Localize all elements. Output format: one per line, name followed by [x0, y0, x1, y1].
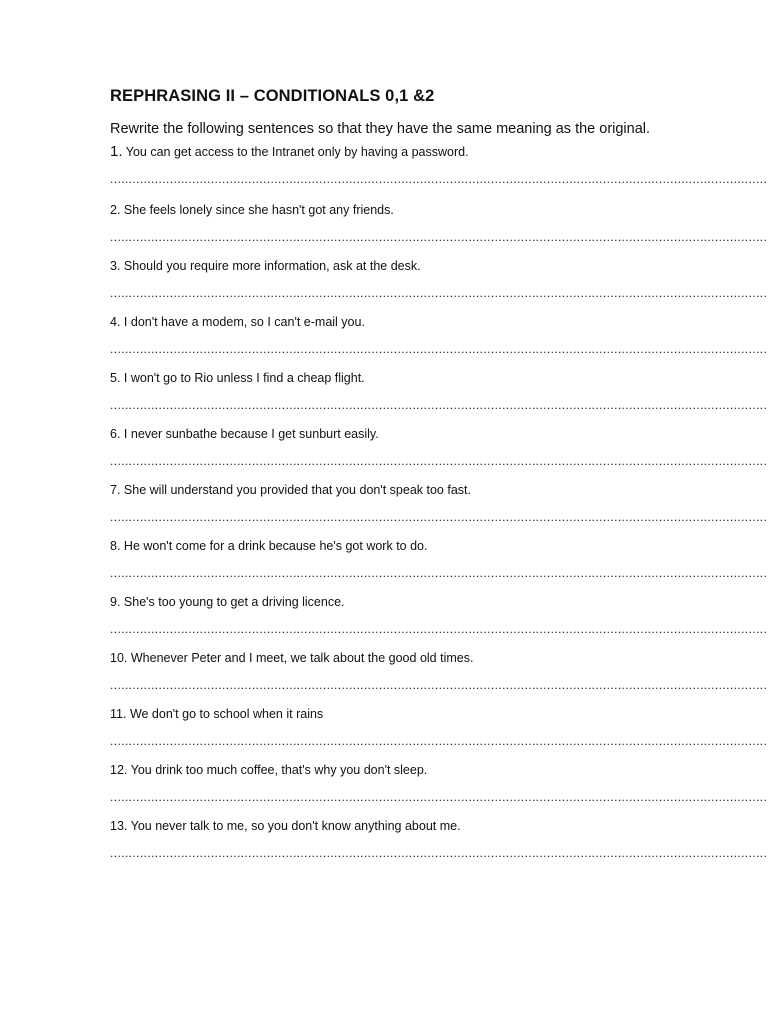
exercise-item [110, 313, 768, 357]
answer-line[interactable]: ................................................................................................................................................................................ [110, 230, 768, 244]
exercise-number: 8. [110, 539, 121, 553]
answer-line[interactable]: ................................................................................................................................................................................ [110, 510, 768, 524]
exercise-prompt [110, 481, 658, 499]
exercise-prompt [110, 705, 658, 723]
exercise-text: Should you require more information, ask at the desk. [123, 259, 421, 273]
exercise-number: 9. [110, 595, 121, 609]
exercise-prompt [110, 593, 658, 611]
exercise-item [110, 593, 768, 637]
answer-line[interactable]: ................................................................................................................................................................................ [110, 846, 768, 860]
exercise-text: You can get access to the Intranet only by having a password. [125, 145, 469, 159]
exercise-number: 1. [110, 143, 123, 160]
exercise-item [110, 761, 768, 805]
worksheet [110, 86, 768, 861]
exercise-prompt [110, 761, 658, 779]
answer-line[interactable]: ................................................................................................................................................................................ [110, 286, 768, 300]
answer-line[interactable]: ................................................................................................................................................................................ [110, 398, 768, 412]
exercise-prompt [110, 649, 658, 667]
instructions: Rewrite the following sentences so that they have the same meaning as the original. [110, 121, 651, 137]
exercise-number: 3. [110, 259, 121, 273]
exercise-item [110, 257, 768, 301]
exercise-item [110, 201, 768, 245]
answer-line[interactable]: ................................................................................................................................................................................ [110, 172, 768, 186]
exercise-prompt [110, 425, 658, 443]
exercise-number: 13. [110, 819, 128, 833]
exercise-number: 5. [110, 371, 121, 385]
exercise-text: You never talk to me, so you don't know anything about me. [130, 819, 461, 833]
exercise-prompt [110, 201, 658, 219]
exercise-text: You drink too much coffee, that's why you don't sleep. [130, 763, 428, 777]
exercise-item [110, 537, 768, 581]
exercise-item [110, 705, 768, 749]
exercise-text: He won't come for a drink because he's got work to do. [123, 539, 428, 553]
answer-line[interactable]: ................................................................................................................................................................................ [110, 454, 768, 468]
answer-line[interactable]: ................................................................................................................................................................................ [110, 734, 768, 748]
worksheet-title: REPHRASING II – CONDITIONALS 0,1 &2 [110, 87, 435, 105]
exercise-prompt [110, 313, 658, 331]
exercise-prompt [110, 143, 658, 161]
exercise-item [110, 817, 768, 861]
exercise-text: I never sunbathe because I get sunburt easily. [123, 427, 379, 441]
answer-line[interactable]: ................................................................................................................................................................................ [110, 622, 768, 636]
answer-line[interactable]: ................................................................................................................................................................................ [110, 342, 768, 356]
exercise-text: She feels lonely since she hasn't got any friends. [123, 203, 394, 217]
exercise-text: I won't go to Rio unless I find a cheap flight. [123, 371, 365, 385]
exercise-text: Whenever Peter and I meet, we talk about the good old times. [130, 651, 474, 665]
exercise-prompt [110, 369, 658, 387]
answer-line[interactable]: ................................................................................................................................................................................ [110, 790, 768, 804]
exercise-number: 11. [110, 707, 127, 721]
exercise-item [110, 481, 768, 525]
exercise-item [110, 425, 768, 469]
exercise-item [110, 143, 768, 187]
exercise-item [110, 649, 768, 693]
exercise-prompt [110, 257, 658, 275]
exercise-prompt [110, 537, 658, 555]
exercise-text: I don't have a modem, so I can't e-mail you. [123, 315, 365, 329]
exercise-item [110, 369, 768, 413]
answer-line[interactable]: ................................................................................................................................................................................ [110, 678, 768, 692]
exercise-number: 6. [110, 427, 121, 441]
exercise-number: 7. [110, 483, 121, 497]
exercise-text: She's too young to get a driving licence. [123, 595, 345, 609]
exercise-number: 10. [110, 651, 128, 665]
answer-line[interactable]: ................................................................................................................................................................................ [110, 566, 768, 580]
exercise-list [110, 143, 768, 861]
exercise-text: She will understand you provided that you don't speak too fast. [123, 483, 471, 497]
exercise-prompt [110, 817, 658, 835]
exercise-number: 4. [110, 315, 121, 329]
exercise-number: 12. [110, 763, 128, 777]
exercise-text: We don't go to school when it rains [129, 707, 324, 721]
exercise-number: 2. [110, 203, 121, 217]
